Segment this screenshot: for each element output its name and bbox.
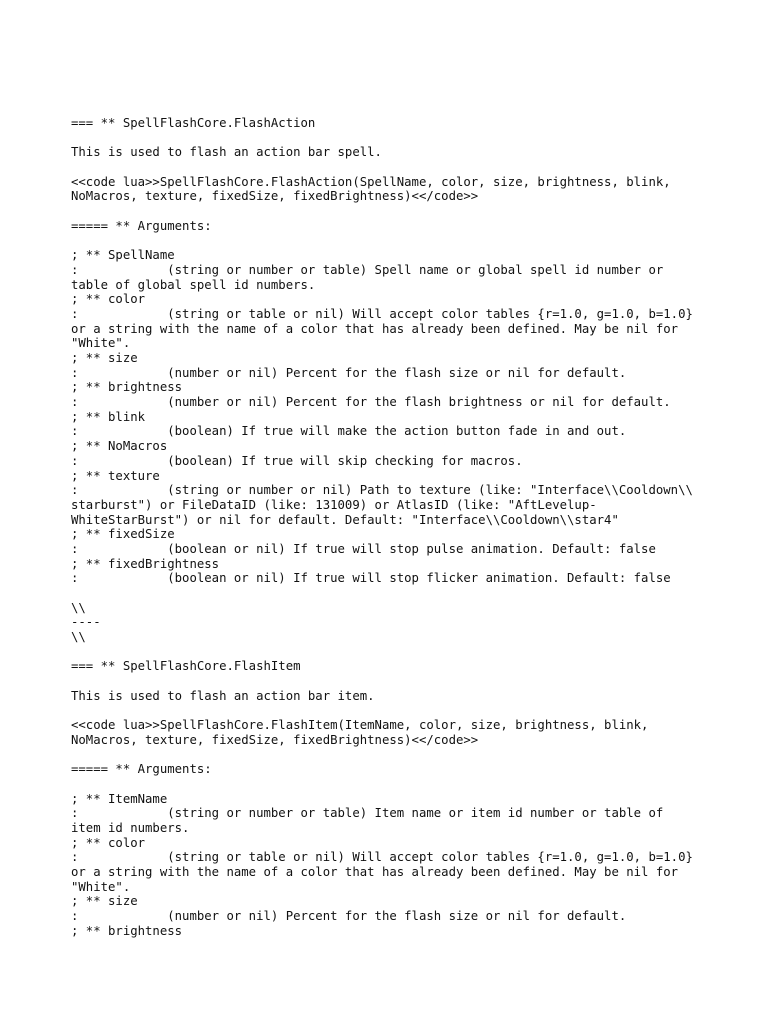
text-line: ; ** fixedBrightness xyxy=(71,556,220,571)
text-line: WhiteStarBurst") or nil for default. Default: "Interface\\Cooldown\\star4" xyxy=(71,512,619,527)
text-line: <<code lua>>SpellFlashCore.FlashItem(ItemName, color, size, brightness, blink, xyxy=(71,718,649,733)
text-line: : (string or table or nil) Will accept color tables {r=1.0, g=1.0, b=1.0} xyxy=(71,306,693,321)
text-line: <<code lua>>SpellFlashCore.FlashAction(SpellName, color, size, brightness, blink, xyxy=(71,174,671,189)
text-line xyxy=(71,586,751,601)
text-line: : (string or number or table) Item name or item id number or table of xyxy=(71,806,664,821)
text-line xyxy=(71,704,751,719)
text-line: ; ** color xyxy=(71,835,146,850)
text-line: ; ** brightness xyxy=(71,923,183,938)
text-line xyxy=(71,234,751,249)
text-line xyxy=(71,674,751,689)
text-line xyxy=(71,131,751,146)
text-line: : (string or number or nil) Path to texture (like: "Interface\\Cooldown\\ xyxy=(71,483,693,498)
text-line: === ** SpellFlashCore.FlashAction xyxy=(71,116,316,130)
text-line: : (string or table or nil) Will accept color tables {r=1.0, g=1.0, b=1.0} xyxy=(71,850,693,865)
text-line xyxy=(71,204,751,219)
text-line: ; ** ItemName xyxy=(71,791,168,806)
text-line: NoMacros, texture, fixedSize, fixedBrightness)<</code>> xyxy=(71,189,479,204)
text-line: \\ xyxy=(71,630,86,645)
text-line: : (string or number or table) Spell name or global spell id number or xyxy=(71,262,664,277)
text-line: item id numbers. xyxy=(71,821,190,835)
text-line xyxy=(71,160,751,175)
text-line: table of global spell id numbers. xyxy=(71,277,316,292)
text-line xyxy=(71,748,751,763)
text-line: ---- xyxy=(71,615,101,630)
text-line: starburst") or FileDataID (like: 131009) or AtlasID (like: "AftLevelup- xyxy=(71,497,597,512)
text-line: ; ** color xyxy=(71,292,146,307)
text-line: ===== ** Arguments: xyxy=(71,762,212,777)
text-line: : (boolean) If true will make the action button fade in and out. xyxy=(71,424,627,439)
text-line: ===== ** Arguments: xyxy=(71,218,212,233)
text-line: ; ** size xyxy=(71,894,138,909)
text-line: : (number or nil) Percent for the flash size or nil for default. xyxy=(71,365,627,380)
text-line: : (number or nil) Percent for the flash size or nil for default. xyxy=(71,909,627,924)
text-line: ; ** blink xyxy=(71,409,146,424)
text-line: ; ** texture xyxy=(71,468,160,483)
text-line xyxy=(71,777,751,792)
document-text xyxy=(71,116,751,939)
text-line: ; ** NoMacros xyxy=(71,439,168,454)
text-line: === ** SpellFlashCore.FlashItem xyxy=(71,659,301,674)
text-line: or a string with the name of a color that has already been defined. May be nil for xyxy=(71,321,679,336)
text-line: This is used to flash an action bar spell. xyxy=(71,145,382,160)
text-line: ; ** size xyxy=(71,351,138,365)
text-line: This is used to flash an action bar item. xyxy=(71,688,375,703)
text-line: : (boolean) If true will skip checking for macros. xyxy=(71,453,523,468)
text-line: ; ** fixedSize xyxy=(71,527,175,542)
text-line: "White". xyxy=(71,336,131,351)
text-line: or a string with the name of a color that has already been defined. May be nil for xyxy=(71,865,679,880)
text-line: ; ** SpellName xyxy=(71,248,175,263)
text-line: ; ** brightness xyxy=(71,380,183,395)
text-line: : (number or nil) Percent for the flash brightness or nil for default. xyxy=(71,395,671,410)
text-line: : (boolean or nil) If true will stop pulse animation. Default: false xyxy=(71,541,656,556)
text-line: \\ xyxy=(71,600,86,615)
text-line: "White". xyxy=(71,879,131,894)
text-line xyxy=(71,645,751,660)
text-line: : (boolean or nil) If true will stop flicker animation. Default: false xyxy=(71,571,671,586)
text-line: NoMacros, texture, fixedSize, fixedBrightness)<</code>> xyxy=(71,732,479,747)
